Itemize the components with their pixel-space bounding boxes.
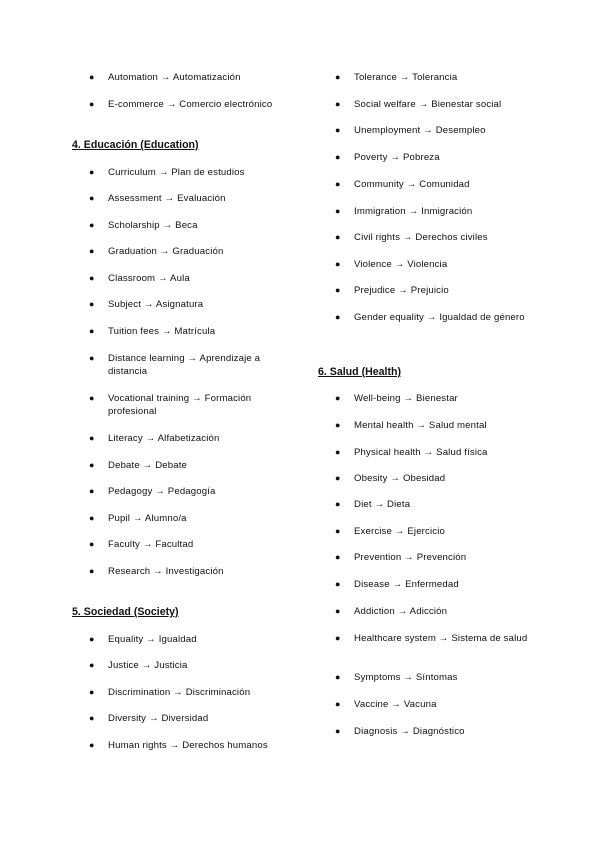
list-item: ● Mental health → Salud mental <box>335 420 487 431</box>
bullet-icon: ● <box>335 179 341 189</box>
bullet-icon: ● <box>89 326 95 336</box>
bullet-icon: ● <box>335 552 341 562</box>
bullet-icon: ● <box>89 220 95 230</box>
bullet-icon: ● <box>335 672 341 682</box>
list-item: ● Gender equality → Igualdad de género <box>335 312 525 323</box>
bullet-icon: ● <box>89 634 95 644</box>
list-item: ● Human rights → Derechos humanos <box>89 740 268 751</box>
list-item: ● Tolerance → Tolerancia <box>335 72 458 83</box>
bullet-icon: ● <box>89 486 95 496</box>
list-item: ● Justice → Justicia <box>89 660 188 671</box>
bullet-icon: ● <box>89 433 95 443</box>
bullet-icon: ● <box>335 393 341 403</box>
bullet-icon: ● <box>335 125 341 135</box>
list-item: ● E-commerce → Comercio electrónico <box>89 99 273 110</box>
bullet-icon: ● <box>335 72 341 82</box>
bullet-icon: ● <box>335 526 341 536</box>
bullet-icon: ● <box>335 312 341 322</box>
list-item: ● Prejudice → Prejuicio <box>335 285 449 296</box>
list-item: ● Classroom → Aula <box>89 273 190 284</box>
list-item: ● Violence → Violencia <box>335 259 448 270</box>
bullet-icon: ● <box>335 579 341 589</box>
bullet-icon: ● <box>335 259 341 269</box>
bullet-icon: ● <box>89 193 95 203</box>
bullet-icon: ● <box>89 713 95 723</box>
bullet-icon: ● <box>89 99 95 109</box>
bullet-icon: ● <box>89 539 95 549</box>
bullet-icon: ● <box>89 273 95 283</box>
list-item: ● Subject → Asignatura <box>89 299 204 310</box>
bullet-icon: ● <box>335 633 341 643</box>
list-item: ● Healthcare system → Sistema de salud <box>335 633 528 644</box>
list-item: ● Diagnosis → Diagnóstico <box>335 726 465 737</box>
list-item: ● Unemployment → Desempleo <box>335 125 486 136</box>
bullet-icon: ● <box>89 72 95 82</box>
list-item: ● Vocational training → Formación profesional <box>89 393 252 418</box>
list-item: ● Well-being → Bienestar <box>335 393 458 404</box>
bullet-icon: ● <box>89 353 95 363</box>
list-item: ● Faculty → Facultad <box>89 539 194 550</box>
list-item: ● Assessment → Evaluación <box>89 193 226 204</box>
list-item: ● Debate → Debate <box>89 460 188 471</box>
bullet-icon: ● <box>335 606 341 616</box>
bullet-icon: ● <box>89 660 95 670</box>
list-item: ● Exercise → Ejercicio <box>335 526 445 537</box>
list-item: ● Scholarship → Beca <box>89 220 198 231</box>
bullet-icon: ● <box>335 285 341 295</box>
list-item: ● Equality → Igualdad <box>89 634 197 645</box>
bullet-icon: ● <box>89 740 95 750</box>
bullet-icon: ● <box>89 687 95 697</box>
list-item: ● Addiction → Adicción <box>335 606 448 617</box>
bullet-icon: ● <box>335 447 341 457</box>
list-item: ● Civil rights → Derechos civiles <box>335 232 488 243</box>
list-item: ● Curriculum → Plan de estudios <box>89 167 245 178</box>
list-item: ● Distance learning → Aprendizaje a distancia <box>89 353 261 378</box>
list-item: ● Vaccine → Vacuna <box>335 699 437 710</box>
bullet-icon: ● <box>89 393 95 403</box>
list-item: ● Community → Comunidad <box>335 179 470 190</box>
list-item: ● Prevention → Prevención <box>335 552 467 563</box>
bullet-icon: ● <box>335 699 341 709</box>
list-item: ● Graduation → Graduación <box>89 246 224 257</box>
bullet-icon: ● <box>335 99 341 109</box>
list-item: ● Research → Investigación <box>89 566 224 577</box>
list-item: ● Physical health → Salud física <box>335 447 488 458</box>
section-heading-health: 6. Salud (Health) <box>318 366 401 378</box>
bullet-icon: ● <box>89 246 95 256</box>
bullet-icon: ● <box>89 513 95 523</box>
list-item: ● Immigration → Inmigración <box>335 206 473 217</box>
bullet-icon: ● <box>335 473 341 483</box>
bullet-icon: ● <box>89 299 95 309</box>
bullet-icon: ● <box>335 420 341 430</box>
list-item: ● Diet → Dieta <box>335 499 411 510</box>
list-item: ● Social welfare → Bienestar social <box>335 99 502 110</box>
bullet-icon: ● <box>335 232 341 242</box>
section-heading-education: 4. Educación (Education) <box>72 139 199 151</box>
bullet-icon: ● <box>89 566 95 576</box>
list-item: ● Poverty → Pobreza <box>335 152 440 163</box>
list-item: ● Literacy → Alfabetización <box>89 433 220 444</box>
list-item: ● Pedagogy → Pedagogía <box>89 486 216 497</box>
list-item: ● Disease → Enfermedad <box>335 579 459 590</box>
list-item: ● Symptoms → Síntomas <box>335 672 458 683</box>
bullet-icon: ● <box>335 206 341 216</box>
list-item: ● Automation → Automatización <box>89 72 241 83</box>
bullet-icon: ● <box>335 499 341 509</box>
list-item: ● Tuition fees → Matrícula <box>89 326 216 337</box>
list-item: ● Obesity → Obesidad <box>335 473 446 484</box>
bullet-icon: ● <box>89 460 95 470</box>
section-heading-society: 5. Sociedad (Society) <box>72 606 179 618</box>
bullet-icon: ● <box>335 726 341 736</box>
list-item: ● Diversity → Diversidad <box>89 713 209 724</box>
list-item: ● Discrimination → Discriminación <box>89 687 251 698</box>
bullet-icon: ● <box>335 152 341 162</box>
list-item: ● Pupil → Alumno/a <box>89 513 187 524</box>
bullet-icon: ● <box>89 167 95 177</box>
